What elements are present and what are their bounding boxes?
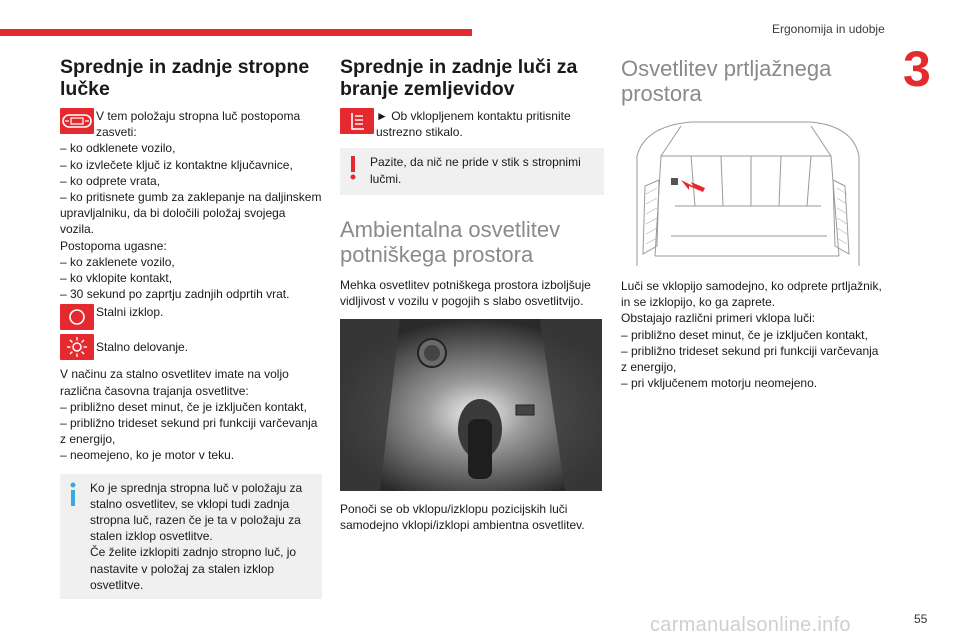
boot-cases-label: Obstajajo različni primeri vklopa luči: <box>621 311 816 326</box>
list-item: – 30 sekund po zaprtju zadnjih odprtih vrat. <box>60 287 290 302</box>
info-note <box>60 474 322 599</box>
on-mode-text: Stalno delovanje. <box>96 340 189 355</box>
info-icon <box>70 482 76 506</box>
watermark: carmanualsonline.info <box>650 614 851 636</box>
warning-text: Pazite, da nič ne pride v stik s stropnimi lučmi. <box>370 155 581 186</box>
off-mode-text: Stalni izklop. <box>96 305 164 320</box>
info-note-text: Ko je sprednja stropna luč v položaju za stalno osvetlitev, se vklopi tudi zadnja stropna luč, razen če je ta v položaju za stalen izklop osvetlitve. Če želite izklopiti zadnjo stropno luč, jo nastavite v položaj za stalen izklop osvetlitve. <box>90 480 303 592</box>
fade-out-label: Postopoma ugasne: <box>60 238 167 253</box>
door-mode-text: V tem položaju stropna luč postopoma zasveti: <box>96 109 301 140</box>
heading-ambient-lighting: Ambientalna osvetlitev potniškega prostora <box>340 216 561 267</box>
ambient-caption: Ponoči se ob vklopu/izklopu pozicijskih luči samodejno vklopi/izklopi ambientna osvetlitev. <box>340 502 585 533</box>
heading-map-lamps: Sprednje in zadnje luči za branje zemljevidov <box>340 56 578 100</box>
list-item: – pri vključenem motorju neomejeno. <box>621 376 818 391</box>
list-item: – približno deset minut, če je izključen kontakt, <box>60 399 307 414</box>
list-item: – ko izvlečete ključ iz kontaktne ključavnice, <box>60 157 293 172</box>
ambient-paragraph: Mehka osvetlitev potniškega prostora izboljšuje vidljivost v vozilu v pogojih s slabo osvetlitvijo. <box>340 277 591 309</box>
reading-lamp-icon <box>340 108 374 134</box>
ambient-lighting-photo <box>340 319 602 491</box>
door-mode-row <box>60 108 322 140</box>
warning-icon <box>350 156 356 180</box>
on-mode-row <box>60 334 322 360</box>
chapter-number: 3 <box>903 41 931 97</box>
list-item: – ko zaklenete vozilo, <box>60 254 175 269</box>
off-mode-row <box>60 304 322 330</box>
circle-off-icon <box>60 304 94 330</box>
heading-interior-lamps: Sprednje in zadnje stropne lučke <box>60 56 310 100</box>
column-boot-lighting <box>621 56 887 391</box>
boot-illustration <box>631 116 863 268</box>
door-lamp-icon <box>60 108 94 134</box>
boot-paragraph: Luči se vklopijo samodejno, ko odprete prtljažnik, in se izklopijo, ko ga zaprete. <box>621 279 882 310</box>
page-number: 55 <box>914 612 928 626</box>
warning-note <box>340 148 604 194</box>
section-title: Ergonomija in udobje <box>772 22 885 36</box>
sun-on-icon <box>60 334 94 360</box>
map-lamp-row <box>340 108 604 140</box>
duration-paragraph: V načinu za stalno osvetlitev imate na voljo različna časovna trajanja osvetlitve: <box>60 367 289 398</box>
list-item: – ko odprete vrata, <box>60 173 161 188</box>
list-item: – ko vklopite kontakt, <box>60 271 173 286</box>
list-item: – približno deset minut, če je izključen kontakt, <box>621 327 868 342</box>
list-item: – približno trideset sekund pri funkciji varčevanja z energijo, <box>621 343 879 375</box>
column-interior-lamps <box>60 56 322 599</box>
list-item: – ko odklenete vozilo, <box>60 141 176 156</box>
list-item: – približno trideset sekund pri funkciji varčevanja z energijo, <box>60 416 318 447</box>
column-map-lamps <box>340 56 604 534</box>
list-item: – ko pritisnete gumb za zaklepanje na daljinskem upravljalniku, da bi določili položaj svojega vozila. <box>60 190 322 237</box>
heading-boot-lighting: Osvetlitev prtljažnega prostora <box>621 56 832 106</box>
map-lamp-text: ► Ob vklopljenem kontaktu pritisnite ustrezno stikalo. <box>376 109 571 140</box>
header-accent-bar <box>0 29 472 36</box>
list-item: – neomejeno, ko je motor v teku. <box>60 448 235 463</box>
